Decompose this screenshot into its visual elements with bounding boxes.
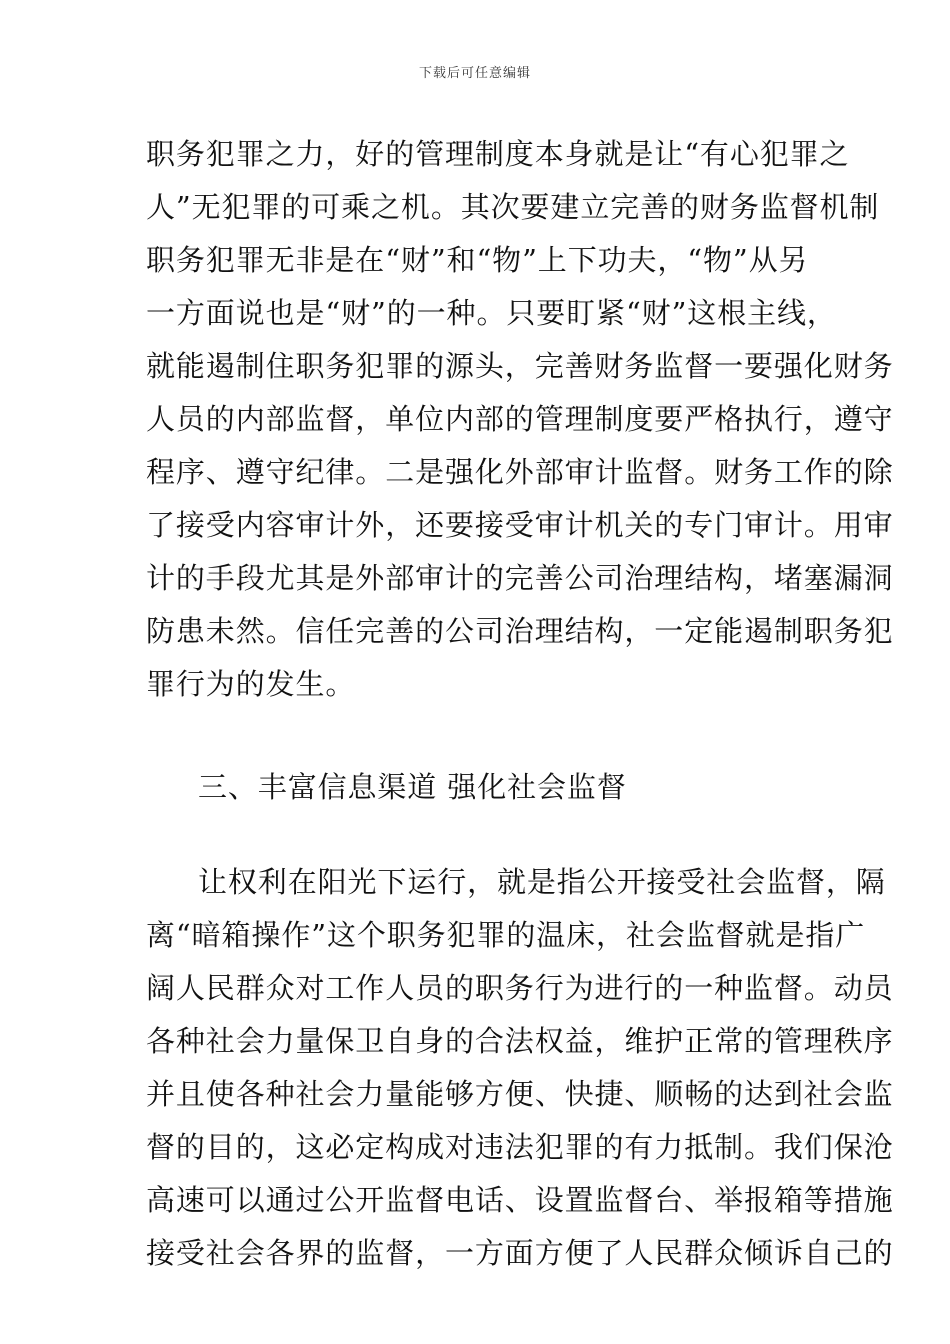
text-line: 罪行为的发生。 bbox=[146, 667, 356, 701]
text-line: 程序、遵守纪律。二是强化外部审计监督。财务工作的除 bbox=[146, 455, 894, 489]
text-line: 让权利在阳光下运行，就是指公开接受社会监督，隔 bbox=[198, 865, 886, 899]
text-line: 并且使各种社会力量能够方便、快捷、顺畅的达到社会监 bbox=[146, 1077, 894, 1111]
text-line: 防患未然。信任完善的公司治理结构，一定能遏制职务犯 bbox=[146, 614, 894, 648]
text-line: 高速可以通过公开监督电话、设置监督台、举报箱等措施 bbox=[146, 1183, 894, 1217]
document-body bbox=[146, 128, 894, 1280]
text-line: 督的目的，这必定构成对违法犯罪的有力抵制。我们保沧 bbox=[146, 1130, 894, 1164]
text-line: 职务犯罪无非是在“财”和“物”上下功夫，“物”从另 bbox=[146, 243, 809, 277]
text-line: 了接受内容审计外，还要接受审计机关的专门审计。用审 bbox=[146, 508, 894, 542]
text-line: 离“暗箱操作”这个职务犯罪的温床，社会监督就是指广 bbox=[146, 918, 866, 952]
paragraph-spacer bbox=[146, 711, 808, 761]
text-line: 人”无犯罪的可乘之机。其次要建立完善的财务监督机制 bbox=[146, 190, 880, 224]
text-line: 就能遏制住职务犯罪的源头，完善财务监督一要强化财务 bbox=[146, 349, 894, 383]
paragraph-2 bbox=[146, 856, 894, 1280]
page-header: 下载后可任意编辑 bbox=[418, 66, 531, 81]
text-line: 接受社会各界的监督，一方面方便了人民群众倾诉自己的 bbox=[146, 1236, 894, 1270]
text-line: 各种社会力量保卫自身的合法权益，维护正常的管理秩序 bbox=[146, 1024, 894, 1058]
paragraph-spacer bbox=[146, 814, 808, 856]
text-line: 人员的内部监督，单位内部的管理制度要严格执行，遵守 bbox=[146, 402, 894, 436]
text-line: 计的手段尤其是外部审计的完善公司治理结构，堵塞漏洞 bbox=[146, 561, 894, 595]
section-heading: 三、丰富信息渠道 强化社会监督 bbox=[198, 770, 627, 804]
text-line: 职务犯罪之力，好的管理制度本身就是让“有心犯罪之 bbox=[146, 137, 850, 171]
paragraph-1 bbox=[146, 128, 894, 711]
text-line: 一方面说也是“财”的一种。只要盯紧“财”这根主线， bbox=[146, 296, 837, 330]
text-line: 阔人民群众对工作人员的职务行为进行的一种监督。动员 bbox=[146, 971, 894, 1005]
